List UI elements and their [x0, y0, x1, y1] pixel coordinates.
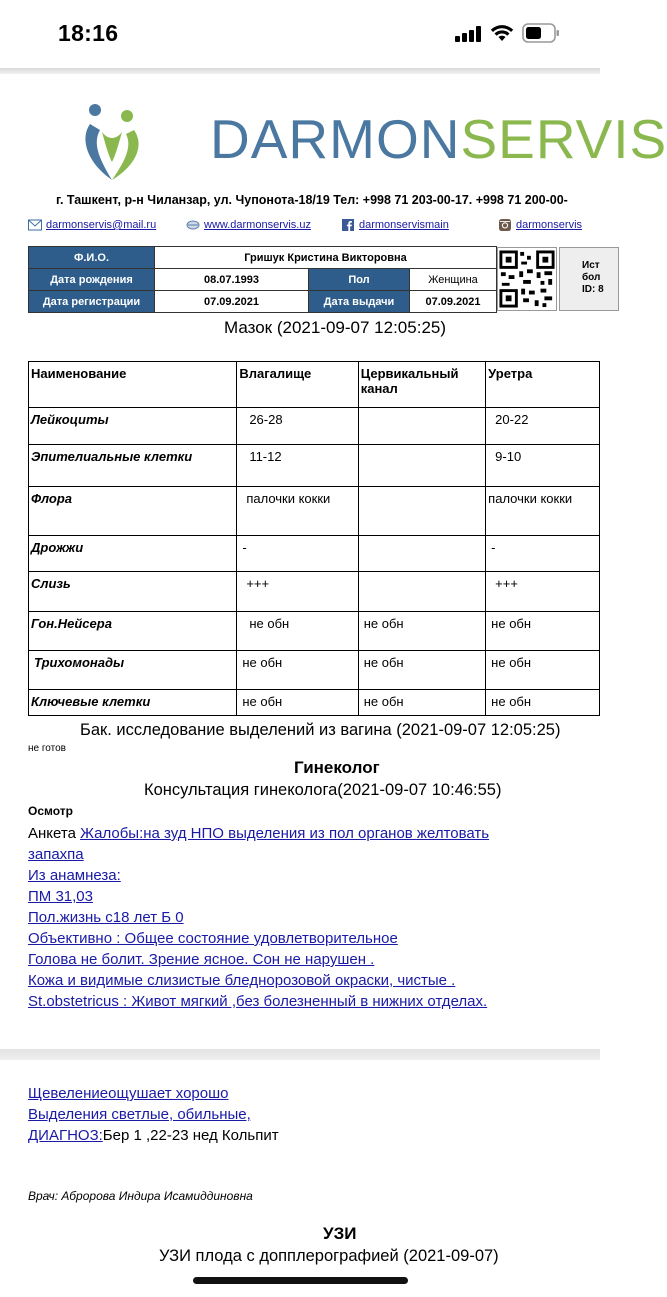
clinic-address: г. Ташкент, р-н Чиланзар, ул. Чупонота-18/19 Тел: +998 71 203-00-17. +998 71 200-00-: [56, 193, 568, 207]
table-row: [29, 651, 600, 690]
cell-urethra: не обн: [486, 690, 600, 716]
document-page: [0, 74, 667, 1049]
cell-cervical: [358, 572, 485, 612]
contact-facebook: [341, 219, 449, 231]
anketa-label: Анкета: [28, 825, 76, 842]
bak-status: не готов: [28, 743, 66, 754]
fio-label: Ф.И.О.: [29, 247, 155, 269]
contact-email: [28, 219, 156, 231]
website-link[interactable]: www.darmonservis.uz: [204, 219, 311, 231]
row-name: Трихомонады: [29, 651, 237, 690]
cell-vagina: не обн: [237, 690, 358, 716]
cell-urethra: не обн: [486, 651, 600, 690]
cellular-signal-icon: [455, 26, 483, 42]
cell-vagina: 26-28: [237, 408, 358, 445]
sex-value: Женщина: [410, 269, 497, 291]
contacts-row: [28, 219, 628, 239]
row-name: Дрожжи: [29, 536, 237, 572]
cell-vagina: +++: [237, 572, 358, 612]
history-id-line2: бол: [582, 272, 601, 283]
contact-instagram: [498, 219, 582, 231]
darmon-logo-icon: [80, 102, 144, 184]
issue-date-value: 07.09.2021: [410, 291, 497, 313]
diagnosis-line: [28, 1125, 279, 1146]
cell-cervical: не обн: [358, 651, 485, 690]
note-line-2: запахпа: [28, 846, 84, 863]
col-header-urethra: Уретра: [486, 362, 600, 408]
reg-date-label: Дата регистрации: [29, 291, 155, 313]
uzi-subtitle: УЗИ плода с допплерографией (2021-09-07): [159, 1247, 499, 1265]
cell-urethra: не обн: [486, 612, 600, 651]
contact-website: [186, 219, 311, 231]
cell-vagina: не обн: [237, 612, 358, 651]
row-name: Слизь: [29, 572, 237, 612]
status-time: 18:16: [58, 20, 119, 46]
history-id-box: [559, 247, 619, 311]
table-row: [29, 690, 600, 716]
cell-urethra: 9-10: [486, 445, 600, 487]
note-line-3: Из анамнеза:: [28, 867, 121, 884]
cell-vagina: 11-12: [237, 445, 358, 487]
table-row: [29, 612, 600, 651]
cell-vagina: палочки кокки: [237, 487, 358, 536]
mail-icon: [28, 219, 42, 231]
gyn-title: Гинеколог: [294, 758, 380, 777]
table-row: [29, 445, 600, 487]
table-row: [29, 572, 600, 612]
col-header-cervical: Цервикальный канал: [358, 362, 485, 408]
note-line-9: St.obstetricus : Живот мягкий ,без болезненный в нижних отделах.: [28, 993, 488, 1010]
bak-title: Бак. исследование выделений из вагина (2021-09-07 12:05:25): [80, 721, 561, 739]
row-name: Эпителиальные клетки: [29, 445, 237, 487]
anketa-line: [28, 823, 489, 844]
note-line-7: Голова не болит. Зрение ясное. Сон не нарушен .: [28, 951, 375, 968]
table-row: [29, 536, 600, 572]
home-indicator[interactable]: [193, 1277, 408, 1284]
col-header-vagina: Влагалище: [237, 362, 358, 408]
smear-results-table: [28, 361, 600, 716]
note-line-11: Выделения светлые, обильные,: [28, 1106, 251, 1123]
instagram-icon: [498, 219, 512, 231]
dob-value: 08.07.1993: [155, 269, 309, 291]
cell-cervical: [358, 536, 485, 572]
row-name: Ключевые клетки: [29, 690, 237, 716]
page-break: [0, 1049, 600, 1060]
note-line-4: ПМ 31,03: [28, 888, 93, 905]
brand-part-2: SERVIS: [460, 108, 667, 170]
brand-part-1: DARMON: [210, 108, 461, 170]
doctor-name: Врач: Абророва Индира Исамиддиновна: [28, 1189, 253, 1203]
sex-label: Пол: [309, 269, 410, 291]
fio-value: Гришук Кристина Викторовна: [155, 247, 497, 269]
smear-title: Мазок (2021-09-07 12:05:25): [224, 318, 447, 337]
col-header-name: Наименование: [29, 362, 237, 408]
status-bar: [0, 0, 600, 70]
qr-code-icon: [497, 247, 557, 311]
note-line-8: Кожа и видимые слизистые бледнорозовой окраски, чистые .: [28, 972, 456, 989]
history-id-line1: Ист: [582, 260, 600, 271]
cell-urethra: 20-22: [486, 408, 600, 445]
cell-urethra: палочки кокки: [486, 487, 600, 536]
cell-urethra: -: [486, 536, 600, 572]
document-page-2: [0, 1060, 600, 1297]
email-link[interactable]: darmonservis@mail.ru: [46, 219, 157, 231]
cell-urethra: +++: [486, 572, 600, 612]
row-name: Флора: [29, 487, 237, 536]
diagnosis-label: ДИАГНОЗ:: [28, 1127, 103, 1144]
cell-cervical: не обн: [358, 612, 485, 651]
brand-logo-text: [210, 108, 667, 170]
dob-label: Дата рождения: [29, 269, 155, 291]
complaints-text: Жалобы:на зуд НПО выделения из пол органов желтовать: [80, 825, 490, 842]
facebook-link[interactable]: darmonservismain: [359, 219, 449, 231]
note-line-6: Объективно : Общее состояние удовлетворительное: [28, 930, 398, 947]
note-line-5: Пол.жизнь с18 лет Б 0: [28, 909, 184, 926]
cell-vagina: не обн: [237, 651, 358, 690]
instagram-link[interactable]: darmonservis: [516, 219, 583, 231]
history-id-line3: ID: 8: [582, 284, 604, 295]
issue-date-label: Дата выдачи: [309, 291, 410, 313]
row-name: Лейкоциты: [29, 408, 237, 445]
table-row: [29, 487, 600, 536]
patient-info-table: [28, 246, 497, 313]
note-line-10: Щевелениеощушает хорошо: [28, 1085, 229, 1102]
web-icon: [186, 219, 200, 231]
battery-icon: [522, 23, 560, 43]
exam-label: Осмотр: [28, 804, 73, 818]
table-row: [29, 408, 600, 445]
cell-cervical: [358, 445, 485, 487]
cell-vagina: -: [237, 536, 358, 572]
uzi-title: УЗИ: [323, 1224, 357, 1243]
cell-cervical: [358, 408, 485, 445]
row-name: Гон.Нейсера: [29, 612, 237, 651]
cell-cervical: не обн: [358, 690, 485, 716]
reg-date-value: 07.09.2021: [155, 291, 309, 313]
facebook-icon: [341, 219, 355, 231]
gyn-consult-title: Консультация гинеколога(2021-09-07 10:46:55): [144, 781, 502, 799]
cell-cervical: [358, 487, 485, 536]
diagnosis-value: Бер 1 ,22-23 нед Кольпит: [102, 1127, 279, 1144]
wifi-icon: [490, 24, 514, 42]
